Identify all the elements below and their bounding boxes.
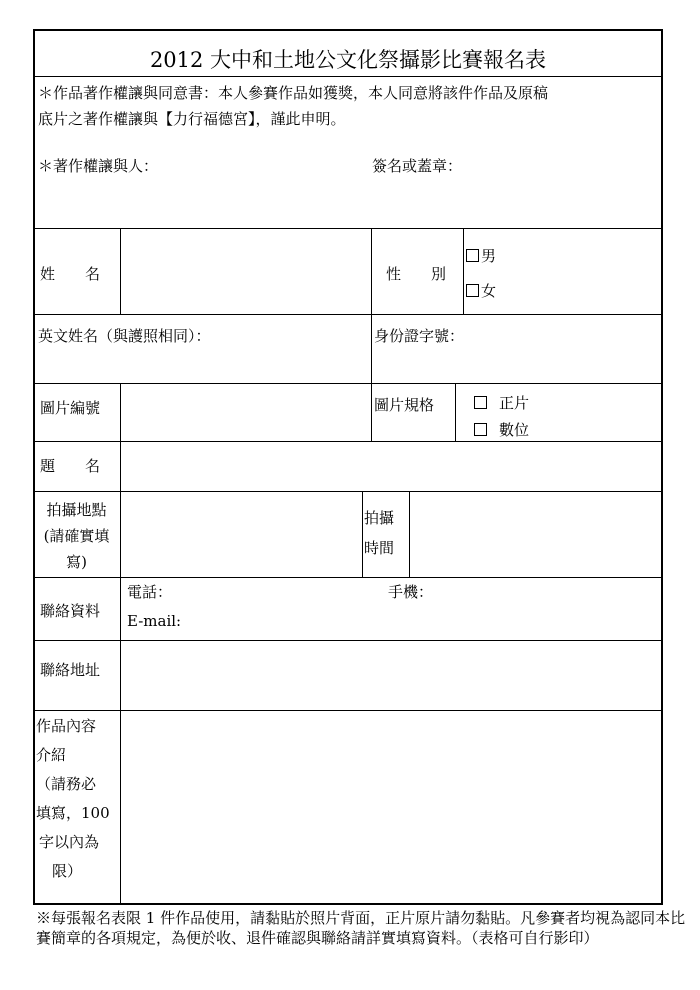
divider-v-image-no-label: [120, 383, 121, 441]
signature-label: 簽名或蓋章：: [372, 157, 463, 175]
divider-v-location-label: [120, 491, 121, 577]
gender-female-option[interactable]: [466, 281, 496, 301]
consent-text-line1: ＊作品著作權讓與同意書：本人參賽作品如獲獎，本人同意將該件作品及原稿: [38, 84, 549, 102]
gender-label: 性 別: [386, 265, 447, 283]
intro-label-line3: （請務必: [36, 775, 97, 793]
divider-v-contact-label: [120, 577, 121, 640]
divider-v-english-id: [371, 314, 372, 383]
divider-v-name-value: [371, 228, 372, 314]
time-field[interactable]: [411, 493, 661, 575]
form-title: 2012 大中和土地公文化祭攝影比賽報名表: [149, 48, 547, 72]
digital-checkbox[interactable]: [474, 423, 487, 436]
divider-v-location-value: [362, 491, 363, 577]
topic-label: 題 名: [40, 457, 101, 475]
location-label: [33, 497, 120, 575]
divider-v-name-label: [120, 228, 121, 314]
contact-label: 聯絡資料: [40, 602, 101, 620]
email-label: E-mail:: [127, 612, 182, 630]
location-label-line2: (請確實填: [43, 527, 110, 545]
mobile-label: 手機：: [388, 583, 434, 601]
divider-v-image-spec-label: [455, 383, 456, 441]
intro-label-line4: 填寫，100: [36, 804, 110, 822]
address-field[interactable]: [122, 642, 661, 708]
print-label: 正片: [499, 394, 530, 412]
intro-field[interactable]: [122, 712, 661, 903]
divider-name-row: [33, 314, 663, 315]
time-label-line1: 拍攝: [364, 509, 395, 527]
divider-image-row: [33, 441, 663, 442]
intro-label: [36, 712, 110, 886]
divider-consent: [33, 228, 663, 229]
footnote: ※每張報名表限 1 件作品使用，請黏貼於照片背面，正片原片請勿黏貼。凡參賽者均視為認同本比賽簡章的各項規定，為便於收、退件確認與聯絡請詳實填寫資料。（表格可自行影印）: [36, 909, 686, 947]
divider-v-topic-label: [120, 441, 121, 491]
female-label: 女: [481, 282, 497, 300]
topic-field[interactable]: [122, 443, 661, 489]
divider-location-row: [33, 577, 663, 578]
spec-print-option[interactable]: [474, 393, 529, 413]
image-number-field[interactable]: [122, 385, 369, 439]
assignor-label: ＊著作權讓與人：: [38, 157, 159, 175]
consent-text-line2: 底片之著作權讓與【力行福德宮】，謹此申明。: [38, 110, 346, 128]
location-field[interactable]: [122, 493, 360, 575]
time-label: [364, 503, 394, 563]
print-checkbox[interactable]: [474, 396, 487, 409]
divider-title: [33, 76, 663, 77]
intro-label-line5: 字以內為: [39, 833, 100, 851]
location-label-line3: 寫): [66, 553, 87, 571]
gender-male-option[interactable]: [466, 246, 496, 266]
divider-topic-row: [33, 491, 663, 492]
male-label: 男: [481, 247, 497, 265]
location-label-line1: 拍攝地點: [46, 501, 107, 519]
male-checkbox[interactable]: [466, 249, 479, 262]
divider-address-row: [33, 710, 663, 711]
divider-v-gender-label: [463, 228, 464, 314]
divider-v-intro-label: [120, 710, 121, 905]
image-number-label: 圖片編號: [40, 399, 101, 417]
divider-v-address-label: [120, 640, 121, 710]
divider-v-image-no-value: [371, 383, 372, 441]
divider-contact-row: [33, 640, 663, 641]
phone-label: 電話：: [127, 583, 173, 601]
digital-label: 數位: [499, 421, 530, 439]
intro-label-line2: 介紹: [36, 746, 67, 764]
name-label: 姓 名: [40, 265, 101, 283]
intro-label-line1: 作品內容: [36, 717, 97, 735]
id-number-label: 身份證字號：: [374, 327, 465, 345]
english-name-label: 英文姓名（與護照相同）：: [38, 327, 211, 345]
divider-v-time-label: [409, 491, 410, 577]
female-checkbox[interactable]: [466, 284, 479, 297]
image-spec-label: 圖片規格: [374, 396, 435, 414]
time-label-line2: 時間: [364, 539, 395, 557]
address-label: 聯絡地址: [40, 661, 101, 679]
spec-digital-option[interactable]: [474, 420, 529, 440]
name-field[interactable]: [122, 230, 369, 312]
divider-english-name-row: [33, 383, 663, 384]
intro-label-line6: 限）: [52, 862, 83, 880]
